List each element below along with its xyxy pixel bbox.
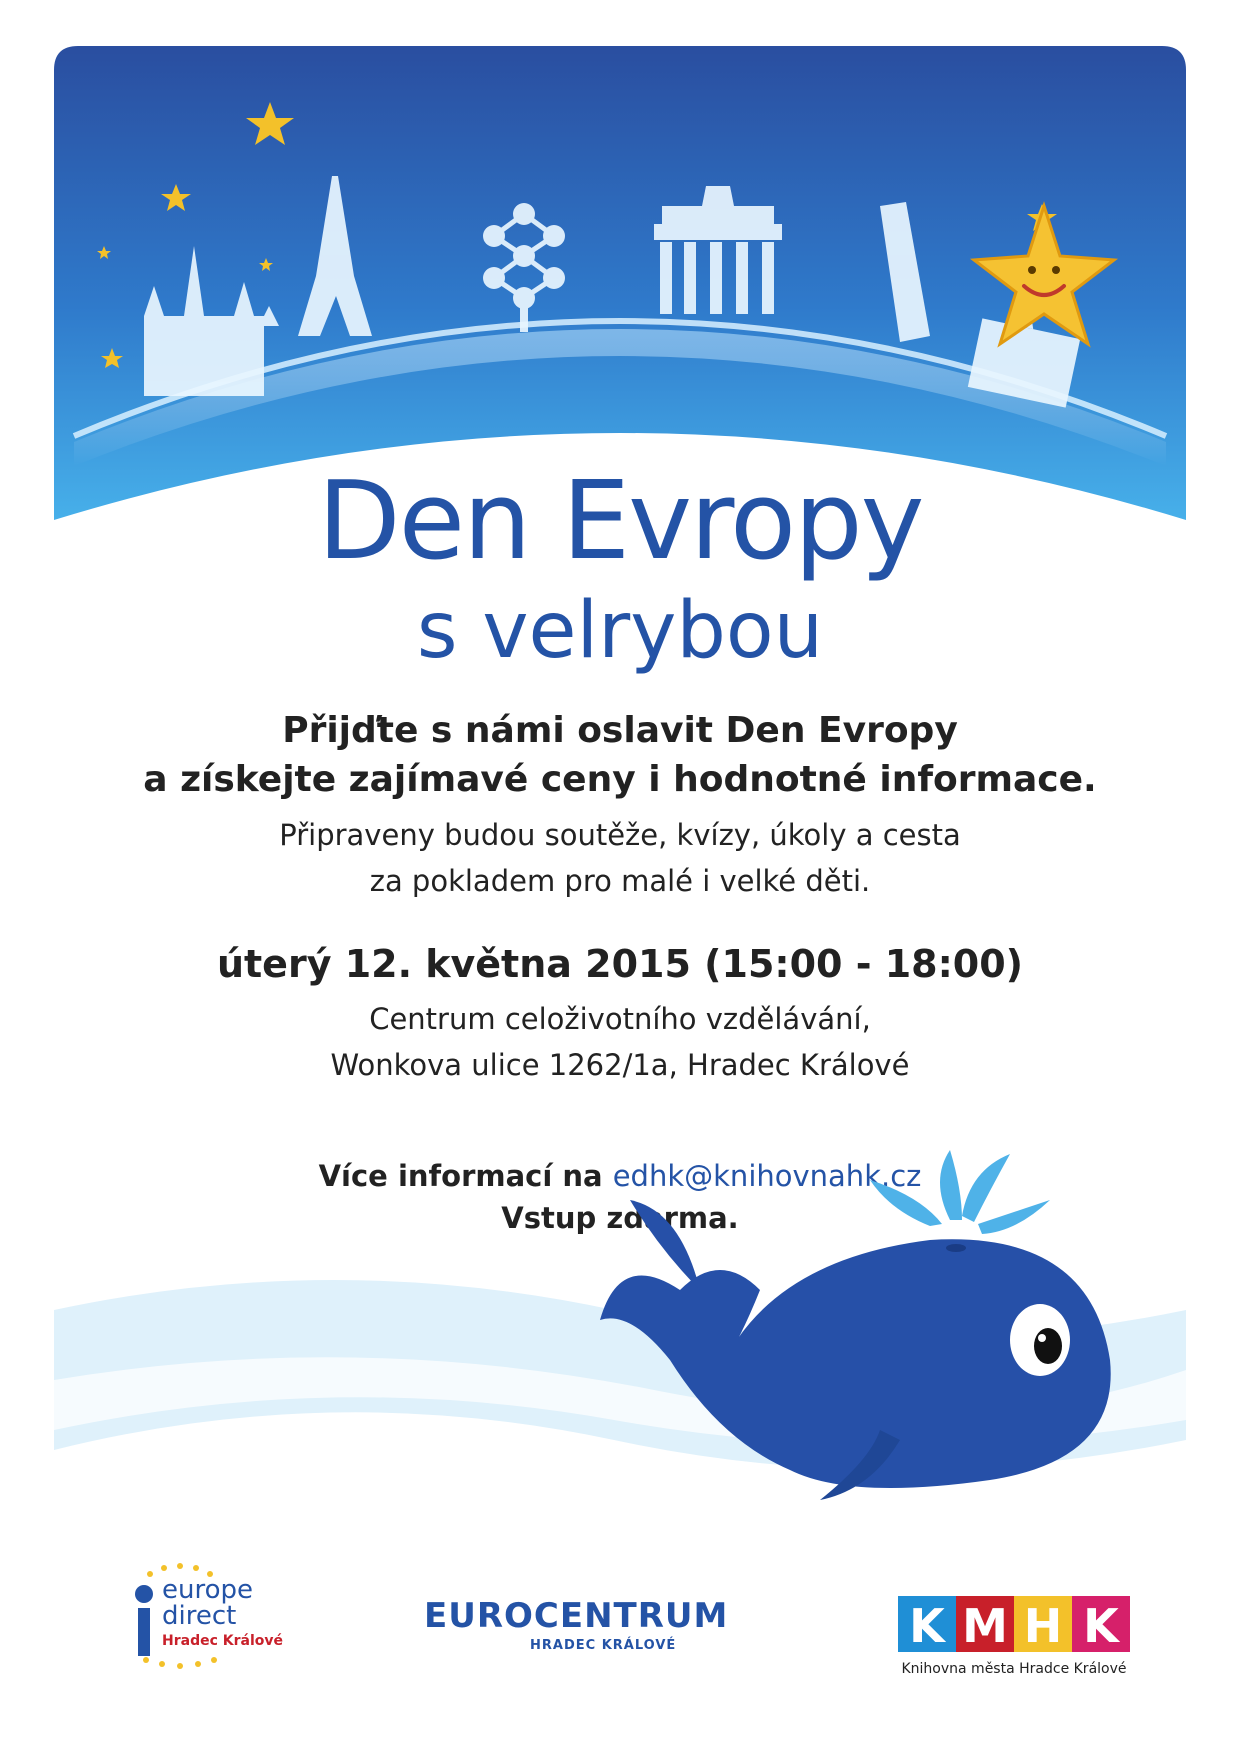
lead-line1: Přijďte s námi oslavit Den Evropy: [282, 710, 958, 751]
event-date: úterý 12. května 2015 (15:00 - 18:00): [216, 942, 1024, 986]
event-venue: Centrum celoživotního vzdělávání,: [369, 1002, 871, 1036]
eurocentrum-name: EUROCENTRUM: [424, 1596, 729, 1636]
contact-prefix: Více informací na: [318, 1159, 603, 1193]
contact-email-link[interactable]: edhk@knihovnahk.cz: [612, 1159, 922, 1193]
kmhk-letter-2: M: [962, 1599, 1008, 1652]
kmhk-letter-1: K: [909, 1599, 945, 1652]
kmhk-letter-3: H: [1023, 1599, 1063, 1652]
europe-direct-city: Hradec Králové: [162, 1633, 283, 1649]
headline-line1: Den Evropy: [317, 459, 923, 584]
sub-line1: Připraveny budou soutěže, kvízy, úkoly a cesta: [279, 818, 961, 852]
sub-line2: za pokladem pro malé i velké děti.: [369, 864, 871, 898]
eurocentrum-city: HRADEC KRÁLOVÉ: [530, 1638, 677, 1653]
event-address: Wonkova ulice 1262/1a, Hradec Králové: [330, 1048, 910, 1082]
europe-direct-line1: europe: [162, 1575, 253, 1605]
europe-direct-line2: direct: [162, 1601, 237, 1631]
kmhk-logo: [898, 1596, 1130, 1652]
lead-line2: a získejte zajímavé ceny i hodnotné informace.: [143, 759, 1097, 800]
hero-sky-illustration: [54, 46, 1186, 520]
kmhk-letter-4: K: [1083, 1599, 1119, 1652]
kmhk-caption: Knihovna města Hradce Králové: [901, 1661, 1127, 1677]
whale-icon: [570, 1140, 1130, 1510]
entry-note: Vstup zdarma.: [501, 1201, 739, 1235]
headline-line2: s velrybou: [416, 586, 824, 676]
